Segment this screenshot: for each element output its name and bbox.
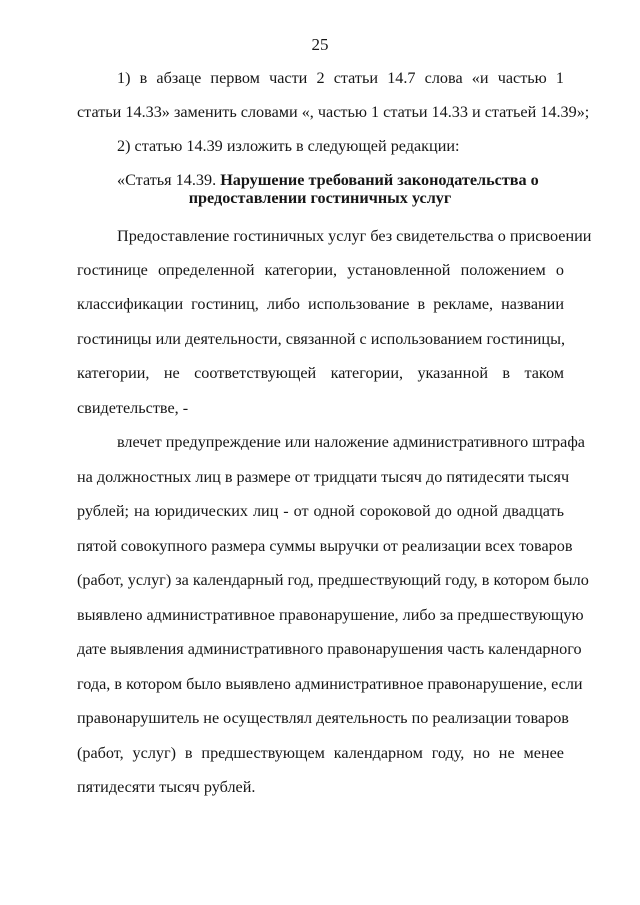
para2-line: (работ, услуг) за календарный год, предшествующий году, в котором было xyxy=(77,571,589,589)
para2-line: года, в котором было выявлено административное правонарушение, если xyxy=(77,675,583,693)
para1-line: категории, не соответствующей категории, указанной в таком xyxy=(77,364,564,382)
item1-line2: статьи 14.33» заменить словами «, частью 1 статьи 14.33 и статьей 14.39»; xyxy=(77,103,590,121)
article-prefix: «Статья 14.39. xyxy=(117,171,217,189)
item2-text: 2) статью 14.39 изложить в следующей редакции: xyxy=(117,137,460,155)
para2-line: правонарушитель не осуществлял деятельность по реализации товаров xyxy=(77,709,569,727)
para1-line: гостиницы или деятельности, связанной с использованием гостиницы, xyxy=(77,330,566,348)
para2-line: пятидесяти тысяч рублей. xyxy=(77,778,256,796)
para2-line: на должностных лиц в размере от тридцати тысяч до пятидесяти тысяч xyxy=(77,468,570,486)
item1-line1: 1) в абзаце первом части 2 статьи 14.7 слова «и частью 1 xyxy=(117,69,564,87)
para2-line: влечет предупреждение или наложение административного штрафа xyxy=(117,433,585,451)
para2-line: рублей; на юридических лиц - от одной сороковой до одной двадцать xyxy=(77,502,564,520)
page-number: 25 xyxy=(311,35,329,54)
para1-line: классификации гостиниц, либо использование в рекламе, названии xyxy=(77,295,564,313)
para2-line: дате выявления административного правонарушения часть календарного xyxy=(77,640,582,658)
article-title-line2: предоставлении гостиничных услуг xyxy=(188,189,452,207)
para1-line: гостинице определенной категории, установленной положением о xyxy=(77,261,564,279)
para2-line: выявлено административное правонарушение, либо за предшествующую xyxy=(77,606,584,624)
para1-line: Предоставление гостиничных услуг без свидетельства о присвоении xyxy=(117,227,592,245)
para1-line: свидетельстве, - xyxy=(77,399,189,417)
para2-line: пятой совокупного размера суммы выручки от реализации всех товаров xyxy=(77,537,573,555)
para2-line: (работ, услуг) в предшествующем календарном году, но не менее xyxy=(77,744,564,762)
article-title-line1: Нарушение требований законодательства о xyxy=(220,171,539,189)
